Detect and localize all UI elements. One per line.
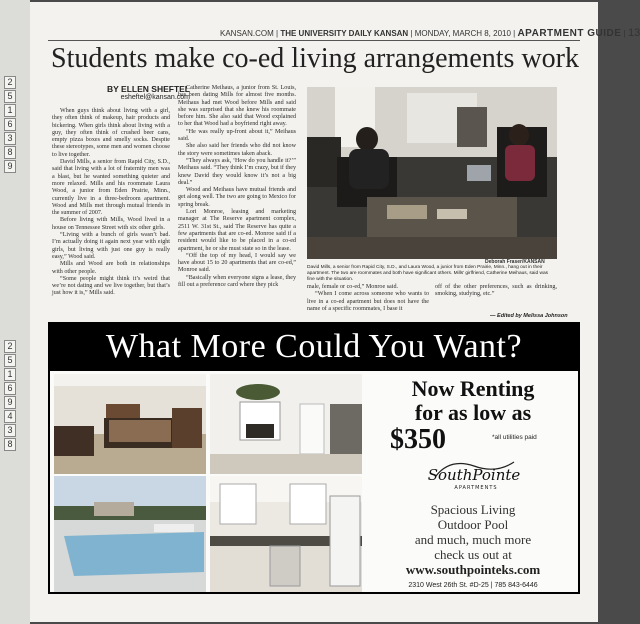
folio-paper: THE UNIVERSITY DAILY KANSAN [280, 29, 409, 38]
margin-number: 2 [4, 340, 16, 353]
article-column-1 [52, 108, 170, 298]
ad-address: 2310 West 26th St. #D-25 | 785 843-6446 [408, 582, 538, 589]
kitchen-photo-illustration [210, 476, 362, 592]
byline-email: esheftel@kansan.com [120, 94, 190, 101]
article-headline: Students make co-ed living arrangements work [51, 43, 579, 74]
paragraph: Before living with Mills, Wood lived in a house on Tennessee Street with six other girls. [52, 217, 170, 231]
paragraph: “When I come across someone who wants to live in a co-ed apartment but does not have the name of a specific roommates, I base it [307, 291, 429, 312]
margin-number: 8 [4, 146, 16, 159]
margin-number-tabs [4, 76, 16, 174]
paragraph: Catherine Meihaus, a junior from St. Louis, has been dating Mills for almost five months. Meihaus had met Wood before Mills and said she was surprised that she knew his roommate before him. She also said that Wood explained to her that Wood had a boyfriend right away. [178, 85, 296, 128]
ad-headline: What More Could You Want? [50, 324, 578, 371]
paragraph: When guys think about living with a girl, they often think of makeup, hair products and bickering. When girls think about living with a guy, they often think of crushed beer cans, empty pizza boxes and smelly socks. Despite these stereotypes, some men and women choose to live together. [52, 108, 170, 158]
margin-number: 9 [4, 160, 16, 173]
margin-number: 3 [4, 132, 16, 145]
newspaper-page [30, 2, 640, 622]
margin-number: 5 [4, 90, 16, 103]
ad-renting-text [368, 377, 578, 425]
margin-number: 9 [4, 396, 16, 409]
article-column-5 [435, 284, 557, 299]
editor-credit: — Edited by Melissa Johnson [490, 313, 568, 319]
margin-number: 2 [4, 76, 16, 89]
feature-line: Spacious Living [430, 502, 516, 517]
roommates-photo-illustration [307, 87, 557, 259]
article-column-4 [307, 284, 429, 313]
feature-line: Outdoor Pool [437, 517, 509, 532]
header-rule [48, 40, 580, 41]
ad-photo-living-room [210, 374, 362, 474]
margin-number: 5 [4, 354, 16, 367]
margin-number: 1 [4, 104, 16, 117]
paragraph: off of the other preferences, such as drinking, smoking, studying, etc.” [435, 284, 557, 298]
folio-site: KANSAN.COM [220, 29, 274, 38]
paragraph: David Mills, a senior from Rapid City, S.D., said that living with a lot of fraternity men was a blast, but he wanted something quieter and more relaxed. Mills and his roommate Laura Wood, a junior from Eden Prairie, Minn., currently live in a three-bedroom apartment. Wood and Mills met through mutual friends in the summer of 2007. [52, 159, 170, 217]
pool-photo-illustration [54, 476, 206, 592]
margin-number: 8 [4, 438, 16, 451]
folio-page-number: 13 [627, 27, 640, 39]
paragraph: Wood and Meihaus have mutual friends and get along well. The two are going to Mexico for spring break. [178, 187, 296, 208]
byline-name: BY ELLEN SHEFTEL [107, 84, 190, 94]
photo-caption: David Mills, a senior from Rapid City, S.D., and Laura Wood, a junior from Eden Prairie, Minn., hang out in their apartment. The two are roommates and both have significant others. Mills’ girlfriend, Catherine Meihaus, said was fine with the situation. [307, 265, 549, 282]
paragraph: She also said her friends who did not know the story were sometimes taken aback. [178, 143, 296, 157]
ad-photo-kitchen [210, 476, 362, 592]
paragraph: “They always ask, ‘How do you handle it?’” Meihaus said. “They think I’m crazy, but if they knew David they would know it’s not a big deal.” [178, 157, 296, 186]
living-room-photo-illustration [210, 374, 362, 474]
photo-credit: Deborah Fraser/KANSAN [485, 259, 545, 265]
paragraph: male, female or co-ed,” Monroe said. [307, 284, 399, 290]
paragraph: Lori Monroe, leasing and marketing manager at The Reserve apartment complex, 2511 W. 31st St., said The Reserve has quite a few apartments that are co-ed. Monroe said if a resident would like to be placed in a co-ed apartment, he or she must state so in the lease. [178, 209, 296, 252]
paragraph: “Living with a bunch of girls wasn’t bad. I’m actually doing it again next year with eight girls, but living with just one guy is really easy,” Wood said. [52, 232, 170, 260]
ad-photo-pool [54, 476, 206, 592]
southpointe-logo [427, 456, 521, 496]
logo-subtext: APARTMENTS [454, 485, 498, 491]
paragraph: “Some people might think it’s weird that we’re not dating and we live together, but that’s just how it is,” Mills said. [52, 275, 170, 297]
logo-wordmark: SouthPointe [427, 466, 521, 484]
renting-line-2: for as low as [414, 400, 532, 425]
paragraph: Mills and Wood are both in relationships with other people. [52, 261, 170, 275]
logo-mark [427, 456, 521, 496]
margin-number: 4 [4, 410, 16, 423]
folio-date: MONDAY, MARCH 8, 2010 [414, 29, 511, 38]
ad-website-link[interactable]: www.southpointeks.com [405, 562, 541, 577]
paragraph: “He was really up-front about it,” Meihaus said. [178, 128, 296, 143]
feature-line: and much, much more [414, 532, 532, 547]
feature-line: check us out at [434, 547, 512, 562]
page-folio: KANSAN.COM | THE UNIVERSITY DAILY KANSAN | MONDAY, MARCH 8, 2010 | APARTMENT GUIDE | 13 [220, 27, 640, 39]
margin-number: 6 [4, 118, 16, 131]
bedroom-photo-illustration [54, 374, 206, 474]
advertisement [48, 322, 580, 594]
scan-margin [0, 0, 30, 624]
paragraph: “Off the top of my head, I would say we have about 15 to 20 apartments that are co-ed,” Monroe said. [178, 252, 296, 274]
margin-number-tabs-lower [4, 340, 16, 452]
ad-utilities-note: *all utilities paid [492, 434, 537, 441]
renting-line-1: Now Renting [411, 376, 535, 401]
paragraph: “Basically when everyone signs a lease, they fill out a preference card where they pick [178, 274, 296, 289]
ad-price: $350 [390, 424, 446, 455]
article-column-2 [178, 85, 296, 289]
ad-features [368, 502, 578, 577]
ad-photo-bedroom [54, 374, 206, 474]
margin-number: 3 [4, 424, 16, 437]
margin-number: 1 [4, 368, 16, 381]
margin-number: 6 [4, 382, 16, 395]
folio-section: APARTMENT GUIDE [517, 28, 622, 39]
article-photo [307, 87, 557, 259]
